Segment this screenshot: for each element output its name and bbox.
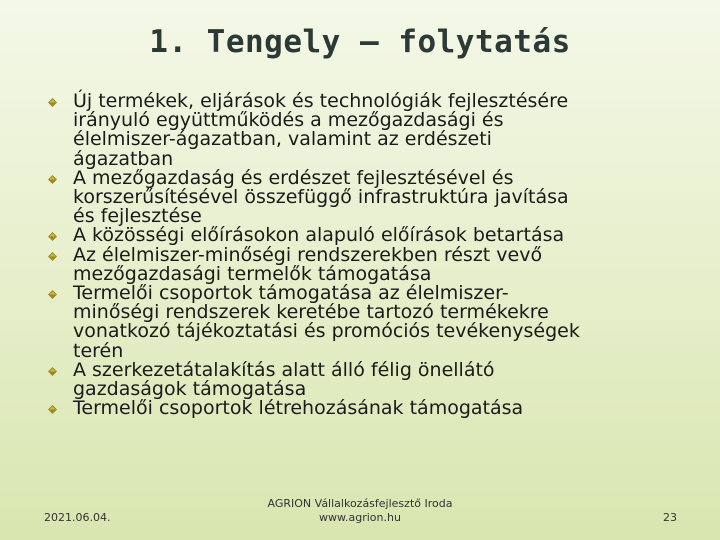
bullet-line: minőségi rendszerek keretébe tartozó termékekre (73, 301, 549, 324)
diamond-bullet-icon (48, 232, 57, 241)
bullet-line: Termelői csoportok támogatása az élelmiszer- (73, 282, 509, 305)
diamond-bullet-icon (48, 175, 57, 184)
diamond-bullet-icon (48, 98, 57, 107)
bullet-line: vonatkozó tájékoztatási és promóciós tevékenységek (73, 320, 580, 343)
bullet-line: Új termékek, eljárások és technológiák fejlesztésére (73, 90, 569, 112)
bullet-line: gazdaságok támogatása (73, 378, 307, 401)
footer-org-url: www.agrion.hu (319, 511, 401, 524)
bullet-line: élelmiszer-ágazatban, valamint az erdészeti (73, 128, 492, 151)
bullet-line: ágazatban (73, 147, 174, 170)
bullet-line: A szerkezetátalakítás alatt álló félig önellátó (73, 358, 495, 381)
bullet-item (48, 358, 678, 401)
bullet-item (48, 243, 678, 285)
bullet-line: Az élelmiszer-minőségi rendszerekben részt vevő (73, 243, 543, 266)
bullet-line: A mezőgazdaság és erdészet fejlesztésével és (73, 166, 514, 189)
bullet-item (48, 166, 678, 228)
diamond-bullet-icon (48, 405, 57, 414)
bullet-line: korszerűsítésével összefüggő infrastruktúra javítása (73, 186, 569, 209)
bullet-line: irányuló együttműködés a mezőgazdasági és (73, 109, 504, 132)
bullet-item (48, 226, 678, 245)
footer-organization (230, 497, 490, 525)
page-number: 23 (663, 511, 677, 524)
bullet-line: Termelői csoportok létrehozásának támogatása (73, 397, 524, 420)
footer-date: 2021.06.04. (44, 511, 111, 524)
diamond-bullet-icon (48, 290, 57, 299)
bullet-list (48, 92, 678, 418)
bullet-line: terén (73, 339, 124, 362)
bullet-item (48, 399, 678, 418)
slide-title: 1. Tengely – folytatás (149, 24, 571, 60)
diamond-bullet-icon (48, 252, 57, 261)
bullet-item (48, 92, 678, 169)
footer-org-name: AGRION Vállalkozásfejlesztő Iroda (267, 497, 453, 510)
bullet-line: mezőgazdasági termelők támogatása (73, 262, 432, 285)
bullet-line: és fejlesztése (73, 205, 202, 228)
bullet-item (48, 284, 678, 361)
bullet-line: A közösségi előírásokon alapuló előírások betartása (73, 224, 565, 247)
diamond-bullet-icon (48, 367, 57, 376)
